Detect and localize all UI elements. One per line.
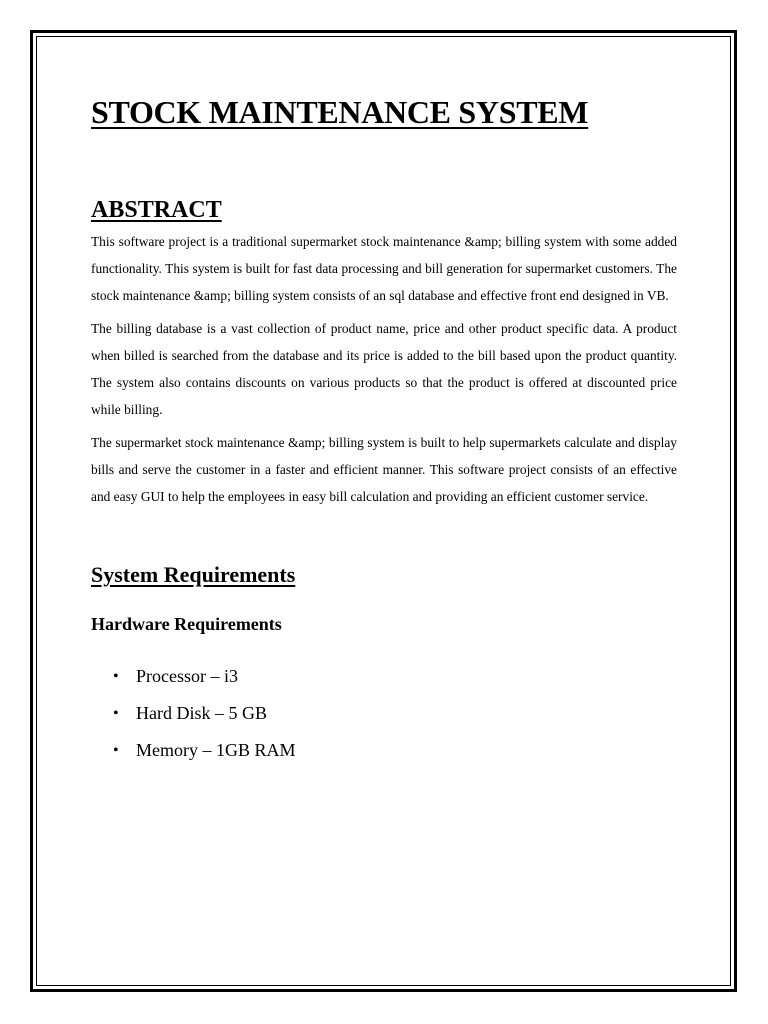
document-body xyxy=(91,88,677,769)
abstract-paragraph-2: The billing database is a vast collection of product name, price and other product specific data. A product when billed is searched from the database and its price is added to the bill based upon the product quantity. The system also contains discounts on various products so that the product is offered at discounted price while billing. xyxy=(91,321,677,417)
bullet-icon: • xyxy=(113,705,119,722)
abstract-paragraph-1: This software project is a traditional supermarket stock maintenance &amp; billing system with some added functionality. This system is built for fast data processing and bill generation for supermarket customers. The stock maintenance &amp; billing system consists of an sql database and effective front end designed in VB. xyxy=(91,234,677,303)
list-item xyxy=(91,658,677,695)
abstract-paragraph-3: The supermarket stock maintenance &amp; billing system is built to help supermarkets calculate and display bills and serve the customer in a faster and efficient manner. This software project consists of an effective and easy GUI to help the employees in easy bill calculation and providing an efficient customer service. xyxy=(91,435,677,504)
bullet-icon: • xyxy=(113,668,119,685)
requirement-memory: Memory – 1GB RAM xyxy=(136,740,296,760)
requirement-hard-disk: Hard Disk – 5 GB xyxy=(136,703,267,723)
hardware-requirements-heading: Hardware Requirements xyxy=(91,614,282,634)
requirement-processor: Processor – i3 xyxy=(136,666,238,686)
list-item xyxy=(91,695,677,732)
bullet-icon: • xyxy=(113,742,119,759)
hardware-requirements-list xyxy=(91,658,677,769)
system-requirements-heading: System Requirements xyxy=(91,562,296,587)
abstract-body xyxy=(91,228,677,510)
document-title: STOCK MAINTENANCE SYSTEM xyxy=(91,94,589,130)
list-item xyxy=(91,732,677,769)
abstract-heading: ABSTRACT xyxy=(91,197,222,223)
